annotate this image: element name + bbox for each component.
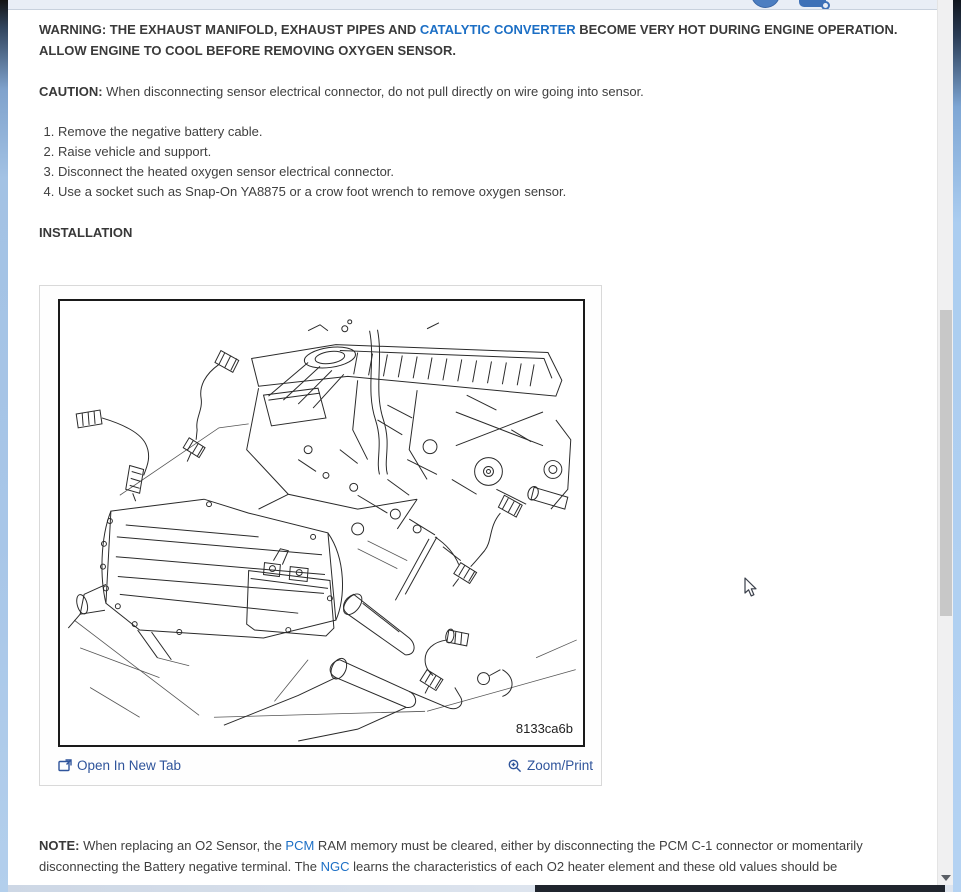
- caution-label: CAUTION:: [39, 84, 103, 99]
- open-in-new-tab-label: Open In New Tab: [77, 758, 182, 773]
- step-item-4: 4. Use a socket such as Snap-On YA8875 or a crow foot wrench to remove oxygen sensor.: [58, 182, 919, 202]
- note-text-3: learns the characteristics of each O2 heater element and these old values should be: [349, 859, 838, 874]
- scrollbar-thumb[interactable]: [940, 310, 952, 616]
- step-item-2: 2. Raise vehicle and support.: [58, 142, 919, 162]
- oxygen-sensor-left: [76, 410, 148, 501]
- figure-links-row: [52, 747, 597, 785]
- image-code-label: 8133ca6b: [515, 721, 573, 736]
- oxygen-sensor-upper: [183, 351, 238, 462]
- avatar-icon[interactable]: [751, 0, 780, 8]
- step-item-1: 1. Remove the negative battery cable.: [58, 122, 919, 142]
- zoom-plus-icon: [508, 759, 522, 773]
- bottom-bar: [8, 885, 953, 892]
- removal-steps-list: [39, 122, 919, 202]
- note-paragraph: [39, 835, 919, 877]
- exhaust-system: [224, 537, 462, 741]
- intake-manifold: [252, 320, 562, 408]
- engine-block: [247, 330, 571, 561]
- engine-diagram-frame: [58, 299, 585, 747]
- open-in-new-tab-link[interactable]: [58, 755, 181, 776]
- zoom-print-label: Zoom/Print: [526, 758, 593, 773]
- vertical-scrollbar[interactable]: [937, 0, 953, 885]
- oxygen-sensor-right: [453, 495, 522, 586]
- transmission: [68, 499, 342, 660]
- document-area: [8, 10, 937, 885]
- note-label: NOTE:: [39, 838, 80, 853]
- top-toolbar: [8, 0, 937, 10]
- bottom-bar-dark-segment: [535, 885, 945, 892]
- pcm-link[interactable]: PCM: [285, 838, 315, 853]
- chassis-sketch-lines: [74, 424, 576, 717]
- ngc-link[interactable]: NGC: [320, 859, 350, 874]
- caution-text: When disconnecting sensor electrical connector, do not pull directly on wire going into sensor.: [102, 84, 644, 99]
- warning-text-after: BECOME VERY HOT DURING ENGINE OPERATION. ALLOW ENGINE TO COOL BEFORE REMOVING OXYGEN SENSOR.: [39, 22, 898, 58]
- note-text-1: When replacing an O2 Sensor, the: [79, 838, 286, 853]
- open-in-new-tab-icon: [58, 759, 72, 772]
- installation-heading: INSTALLATION: [39, 225, 133, 240]
- engine-diagram: [60, 301, 583, 745]
- caution-paragraph: [39, 81, 919, 102]
- scroll-down-arrow-icon[interactable]: [941, 875, 951, 881]
- figure-card: [39, 285, 602, 786]
- print-icon[interactable]: [799, 0, 826, 7]
- mouse-cursor: [744, 577, 759, 598]
- note-text-2: RAM memory must be cleared, either by disconnecting the PCM C-1 connector or momentarily disconnecting the Battery negative terminal. The: [39, 838, 863, 874]
- oxygen-sensor-bottom: [420, 628, 512, 696]
- step-item-3: 3. Disconnect the heated oxygen sensor electrical connector.: [58, 162, 919, 182]
- warning-text-before: WARNING: THE EXHAUST MANIFOLD, EXHAUST PIPES AND: [39, 22, 420, 37]
- zoom-print-link[interactable]: [508, 755, 593, 776]
- window-frame-left: [0, 0, 8, 892]
- catalytic-converter-link[interactable]: CATALYTIC CONVERTER: [419, 22, 576, 37]
- warning-paragraph: [39, 19, 919, 61]
- window-frame-right: [953, 0, 961, 892]
